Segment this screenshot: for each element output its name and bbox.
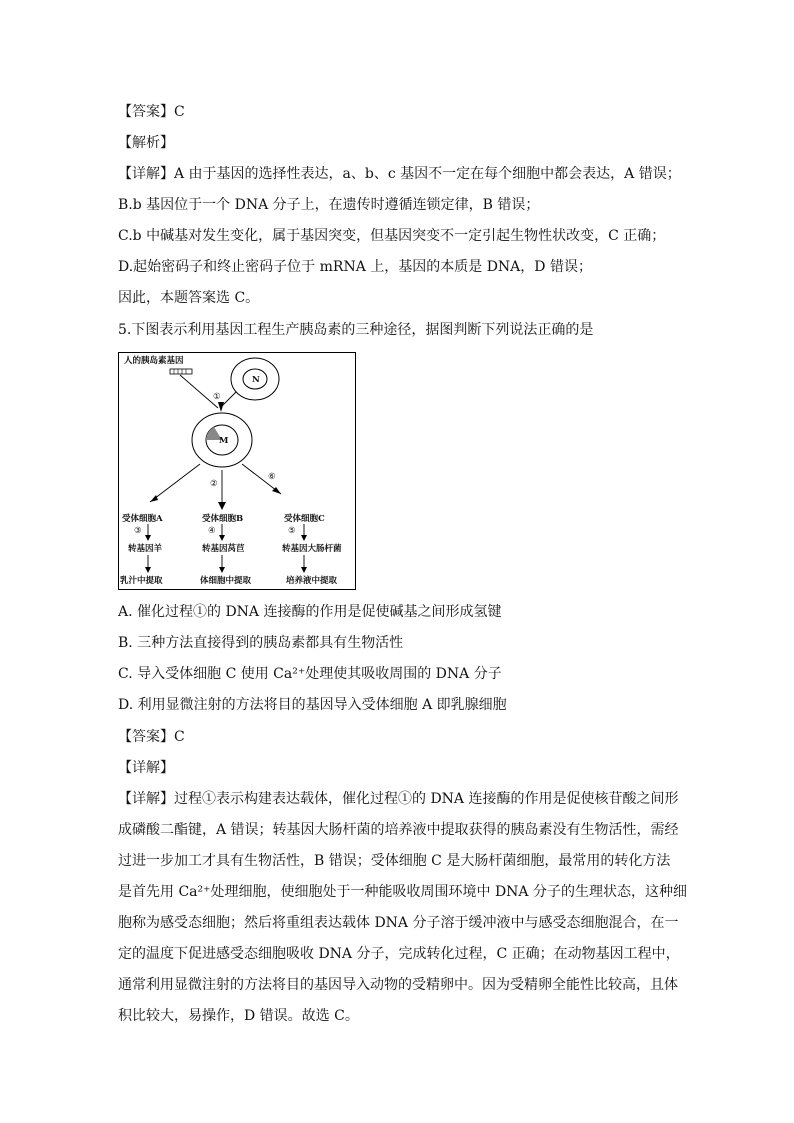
q5-answer: 【答案】C bbox=[118, 729, 185, 745]
plasmid-n-label: N bbox=[252, 375, 260, 385]
q4-analysis-heading: 【解析】 bbox=[118, 135, 174, 151]
extract-c-label: 培养液中提取 bbox=[286, 576, 338, 586]
q5-explanation-line-6: 定的温度下促进感受态细胞吸收 DNA 分子，完成转化过程，C 正确；在动物基因工程中， bbox=[118, 946, 680, 962]
step-4-label: ④ bbox=[208, 526, 216, 536]
cell-c-label: 受体细胞C bbox=[284, 514, 325, 524]
q5-explanation-line-3: 过进一步加工才具有生物活性，B 错误；受体细胞 C 是大肠杆菌细胞，最常用的转化方法 bbox=[118, 853, 671, 869]
step-2-label: ② bbox=[210, 479, 218, 489]
step-1-label: ① bbox=[213, 392, 221, 402]
option-a: A. 催化过程①的 DNA 连接酶的作用是促使碱基之间形成氢键 bbox=[118, 604, 502, 620]
step-3-label: ③ bbox=[134, 526, 142, 536]
q5-explanation-line-4: 是首先用 Ca²⁺处理细胞，使细胞处于一种能吸收周围环境中 DNA 分子的生理状态，这种细 bbox=[118, 884, 687, 900]
q5-explanation-line-7: 通常利用显微注射的方法将目的基因导入动物的受精卵中。因为受精卵全能性比较高，且体 bbox=[118, 977, 678, 993]
q5-explanation-line-2: 成磷酸二酯键，A 错误；转基因大肠杆菌的培养液中提取获得的胰岛素没有生物活性，需经 bbox=[118, 822, 679, 838]
gene-label: 人的胰岛素基因 bbox=[124, 356, 184, 366]
org-b-label: 转基因莴苣 bbox=[202, 544, 245, 554]
option-d: D. 利用显微注射的方法将目的基因导入受体细胞 A 即乳腺细胞 bbox=[118, 697, 507, 713]
q5-explanation-line-1: 【详解】过程①表示构建表达载体，催化过程①的 DNA 连接酶的作用是促使核苷酸之间形 bbox=[118, 791, 679, 807]
cell-a-label: 受体细胞A bbox=[122, 514, 163, 524]
gene-segment-icon bbox=[170, 369, 192, 374]
step-6-label: ⑥ bbox=[268, 472, 276, 482]
q5-explanation-line-8: 积比较大，易操作，D 错误。故选 C。 bbox=[118, 1008, 359, 1024]
extract-b-label: 体细胞中提取 bbox=[200, 576, 252, 586]
step-5-label: ⑤ bbox=[288, 526, 296, 536]
org-a-label: 转基因羊 bbox=[128, 544, 163, 554]
q4-conclusion: 因此，本题答案选 C。 bbox=[118, 290, 260, 306]
extract-a-label: 乳汁中提取 bbox=[120, 576, 163, 586]
q5-analysis-heading: 【详解】 bbox=[118, 760, 174, 776]
q5-explanation-line-5: 胞称为感受态细胞；然后将重组表达载体 DNA 分子溶于缓冲液中与感受态细胞混合，在一 bbox=[118, 915, 679, 931]
q4-analysis-line-2: B.b 基因位于一个 DNA 分子上，在遗传时遵循连锁定律，B 错误； bbox=[118, 197, 540, 213]
q4-analysis-line-3: C.b 中碱基对发生变化，属于基因突变，但基因突变不一定引起生物性状改变，C 正确； bbox=[118, 228, 666, 244]
org-c-label: 转基因大肠杆菌 bbox=[282, 544, 342, 554]
option-c: C. 导入受体细胞 C 使用 Ca²⁺处理使其吸收周围的 DNA 分子 bbox=[118, 666, 502, 682]
q4-analysis-line-4: D.起始密码子和终止密码子位于 mRNA 上，基因的本质是 DNA，D 错误； bbox=[118, 259, 592, 275]
insulin-production-diagram bbox=[118, 352, 356, 590]
cell-b-label: 受体细胞B bbox=[202, 514, 244, 524]
q4-analysis-line-1: 【详解】A 由于基因的选择性表达，a、b、c 基因不一定在每个细胞中都会表达，A 错误； bbox=[118, 166, 681, 182]
option-b: B. 三种方法直接得到的胰岛素都具有生物活性 bbox=[118, 635, 404, 651]
q5-stem: 5.下图表示利用基因工程生产胰岛素的三种途径，据图判断下列说法正确的是 bbox=[118, 322, 594, 338]
plasmid-m-label: M bbox=[219, 436, 229, 446]
q4-answer: 【答案】C bbox=[118, 104, 185, 120]
